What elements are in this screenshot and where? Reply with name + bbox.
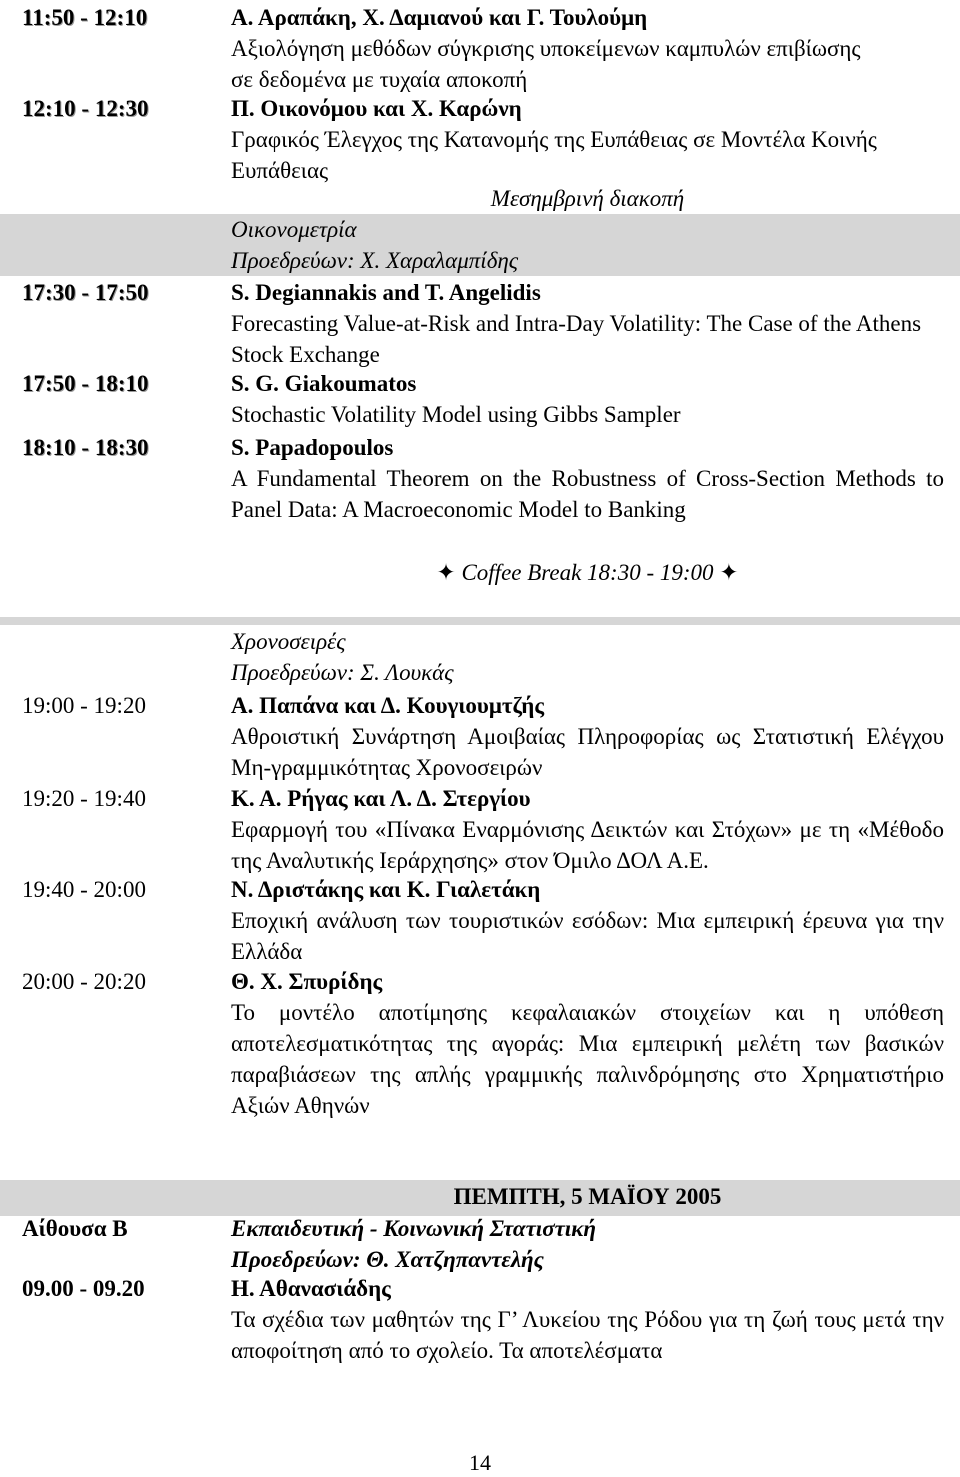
talk-time: 09.00 - 09.20: [22, 1276, 145, 1301]
talk-title: Το μοντέλο αποτίμησης κεφαλαιακών στοιχείων και η υπόθεση αποτελεσματικότητας της αγοράς: Μια εμπειρική μελέτη των βασικών παραβιάσεων της απλής γραμμικής παλινδρόμησης στο Χρηματιστήριο Αξιών Αθηνών: [231, 1000, 944, 1118]
session-band-divider: [0, 617, 960, 625]
day-header: ΠΕΜΠΤΗ, 5 ΜΑΪΟΥ 2005: [453, 1184, 722, 1209]
talk-time: 18:10 - 18:30: [22, 435, 149, 460]
coffee-break-label: Coffee Break 18:30 - 19:00: [461, 560, 714, 585]
talk-time: 11:50 - 12:10: [22, 5, 148, 30]
talk-time: 19:40 - 20:00: [22, 877, 146, 902]
talk-authors: S. G. Giakoumatos: [231, 371, 417, 396]
star-icon: ✦: [719, 560, 739, 585]
session-title: Χρονοσειρές: [231, 629, 346, 654]
talk-authors: Θ. Χ. Σπυρίδης: [231, 969, 383, 994]
talk-time: 19:00 - 19:20: [22, 693, 146, 718]
talk-title: Τα σχέδια των μαθητών της Γ’ Λυκείου της Ρόδου για τη ζωή τους μετά την αποφοίτηση από το σχολείο. Τα αποτελέσματα: [231, 1307, 944, 1363]
talk-time: 20:00 - 20:20: [22, 969, 146, 994]
talk-authors: Κ. Α. Ρήγας και Λ. Δ. Στεργίου: [231, 786, 531, 811]
talk-title: Αθροιστική Συνάρτηση Αμοιβαίας Πληροφορίας ως Στατιστική Ελέγχου Μη-γραμμικότητας Χρονοσειρών: [231, 724, 944, 780]
coffee-break: [231, 557, 944, 588]
talk-authors: S. Degiannakis and T. Angelidis: [231, 280, 541, 305]
talk-authors: Π. Οικονόμου και Χ. Καρώνη: [231, 96, 522, 121]
lunch-break-label: Μεσημβρινή διακοπή: [490, 186, 685, 211]
talk-time: 19:20 - 19:40: [22, 786, 146, 811]
talk-title: Εποχική ανάλυση των τουριστικών εσόδων: Μια εμπειρική έρευνα για την Ελλάδα: [231, 908, 944, 964]
talk-title: Forecasting Value-at-Risk and Intra-Day Volatility: The Case of the Athens Stock Exchange: [231, 311, 922, 367]
session-chair: Προεδρεύων: Σ. Λουκάς: [231, 660, 454, 685]
session-chair: Προεδρεύων: Θ. Χατζηπαντελής: [231, 1247, 544, 1272]
talk-title: Γραφικός Έλεγχος της Κατανομής της Ευπάθειας σε Μοντέλα Κοινής Ευπάθειας: [231, 127, 877, 183]
talk-time: 12:10 - 12:30: [22, 96, 149, 121]
page-number: 14: [469, 1450, 491, 1475]
talk-authors: Α. Παπάνα και Δ. Κουγιουμτζής: [231, 693, 545, 718]
talk-authors: Η. Αθανασιάδης: [231, 1276, 391, 1301]
talk-title: Αξιολόγηση μεθόδων σύγκρισης υποκείμενων καμπυλών επιβίωσης σε δεδομένα με τυχαία αποκοπή: [231, 36, 861, 92]
talk-authors: Α. Αραπάκη, Χ. Δαμιανού και Γ. Τουλούμη: [231, 5, 648, 30]
room-label: Αίθουσα Β: [22, 1216, 128, 1241]
star-icon: ✦: [436, 560, 456, 585]
session-title: Εκπαιδευτική - Κοινωνική Στατιστική: [231, 1216, 597, 1241]
session-chair: Προεδρεύων: Χ. Χαραλαμπίδης: [231, 248, 519, 273]
talk-title: A Fundamental Theorem on the Robustness of Cross-Section Methods to Panel Data: A Macroeconomic Model to Banking: [231, 466, 944, 522]
talk-time: 17:30 - 17:50: [22, 280, 149, 305]
talk-title: Stochastic Volatility Model using Gibbs Sampler: [231, 402, 681, 427]
talk-title: Εφαρμογή του «Πίνακα Εναρμόνισης Δεικτών και Στόχων» με τη «Μέθοδο της Αναλυτικής Ιεράρχησης» στον Όμιλο ΔΟΛ Α.Ε.: [231, 817, 944, 873]
session-title: Οικονομετρία: [231, 217, 357, 242]
talk-time: 17:50 - 18:10: [22, 371, 149, 396]
talk-authors: S. Papadopoulos: [231, 435, 394, 460]
talk-authors: Ν. Δριστάκης και Κ. Γιαλετάκη: [231, 877, 541, 902]
